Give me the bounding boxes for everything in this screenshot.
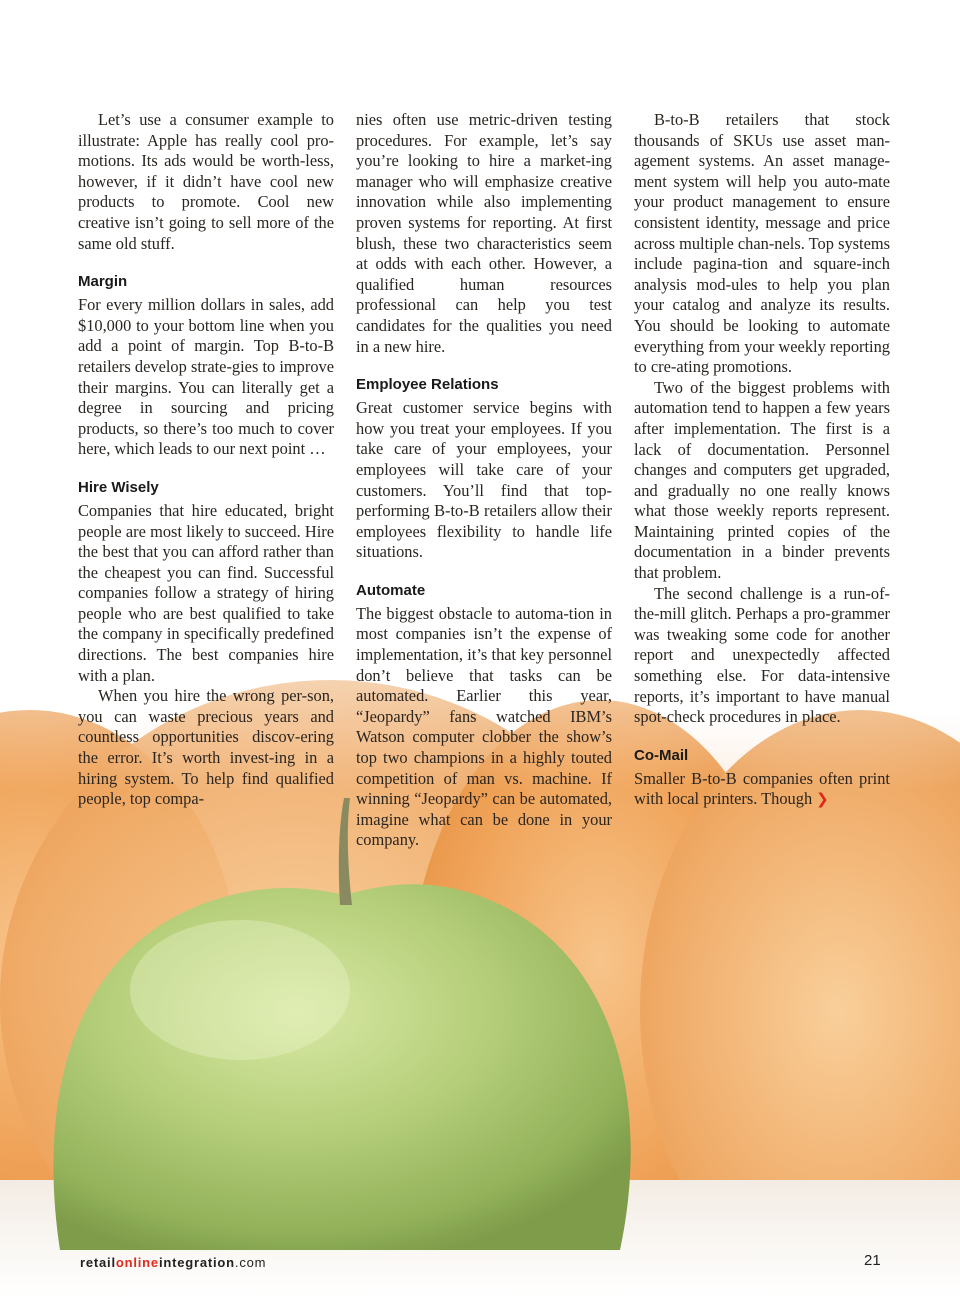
paragraph-automation-problems: Two of the biggest problems with automation tend to happen a few years after implementation. The first is a lack of documentation. Personnel changes and computers get upgraded, and gradually no one really knows what those weekly reports represent. Maintaining printed copies of the documentation in a binder prevents that problem. bbox=[634, 377, 890, 583]
paragraph-apple-example: Let’s use a consumer example to illustrate: Apple has really cool pro-motions. Its ads would be worth-less, however, if it didn’t have cool new products to promote. Cool new creative isn’t going to sell more of the same old stuff. bbox=[78, 110, 334, 253]
footer-website bbox=[80, 1255, 266, 1270]
paragraph-margin: For every million dollars in sales, add $10,000 to your bottom line when you add a point of margin. Top B-to-B retailers develop strate-gies to improve their margins. You can literally get a degree in sourcing and pricing products, so there’s too much to cover here, which leads to our next point … bbox=[78, 295, 334, 459]
footer-url-dotcom: .com bbox=[234, 1255, 267, 1270]
paragraph-asset-management: B-to-B retailers that stock thousands of SKUs use asset man-agement systems. An asset manage-ment system will help you auto-mate your product management to ensure consistent identity, message and price across multiple chan-nels. Top systems include pagina-tion and square-inch analysis mod-ules to help you plan your catalog and analyze its results. You should be looking to automate everything from your weekly reporting to cre-ating promotions. bbox=[634, 110, 890, 377]
page-number: 21 bbox=[864, 1252, 881, 1269]
continue-arrow-icon: ❯ bbox=[816, 790, 829, 809]
heading-margin: Margin bbox=[78, 273, 128, 291]
paragraph-automate: The biggest obstacle to automa-tion in most companies isn’t the expense of implementation, it’s that key personnel don’t believe that tasks can be automated. Earlier this year, “Jeopardy” fans watched IBM’s Watson computer clobber the show’s top two champions in a highly touted competition of man vs. machine. If winning “Jeopardy” can be automated, imagine what can be done in your company. bbox=[356, 603, 612, 850]
article-column-1 bbox=[78, 110, 334, 810]
article-column-2 bbox=[356, 110, 612, 851]
footer-url-integration: integration bbox=[158, 1255, 235, 1270]
paragraph-testing-procedures: nies often use metric-driven testing procedures. For example, let’s say you’re looking to hire a market-ing manager who will emphasize creative innovation while also implementing proven systems for reporting. At first blush, these two characteristics seem at odds with each other. However, a qualified human resources professional can help you test candidates for the qualities you need in a new hire. bbox=[356, 110, 612, 356]
paragraph-second-challenge: The second challenge is a run-of-the-mill glitch. Perhaps a pro-grammer was tweaking some code for another report and unexpectedly affected something else. For data-intensive reports, it’s important to have manual spot-check procedures in place. bbox=[634, 583, 890, 727]
paragraph-wrong-hire: When you hire the wrong per-son, you can waste precious years and countless opportunities discov-ering the error. It’s worth invest-ing in a hiring system. To help find qualified people, top compa- bbox=[78, 686, 334, 809]
heading-co-mail: Co-Mail bbox=[634, 746, 689, 764]
paragraph-employee-relations: Great customer service begins with how you treat your employees. If you take care of your employees, your employees will take care of your customers. You’ll find that top-performing B-to-B retailers allow their employees flexibility to handle life situations. bbox=[356, 398, 612, 562]
heading-automate: Automate bbox=[356, 581, 426, 599]
heading-employee-relations: Employee Relations bbox=[356, 376, 499, 394]
article-column-3 bbox=[634, 110, 890, 810]
heading-hire-wisely: Hire Wisely bbox=[78, 478, 159, 496]
co-mail-text: Smaller B-to-B companies often print with local printers. Though bbox=[634, 768, 890, 809]
paragraph-co-mail bbox=[634, 769, 890, 810]
paragraph-hire-wisely: Companies that hire educated, bright people are most likely to succeed. Hire the best that you can afford rather than the cheapest you can find. Successful companies follow a strategy of hiring people who are best qualified to take the company in specifically predefined directions. The best companies hire with a plan. bbox=[78, 500, 334, 685]
footer-url-retail: retail bbox=[80, 1255, 116, 1270]
footer-url-online: online bbox=[115, 1255, 159, 1270]
